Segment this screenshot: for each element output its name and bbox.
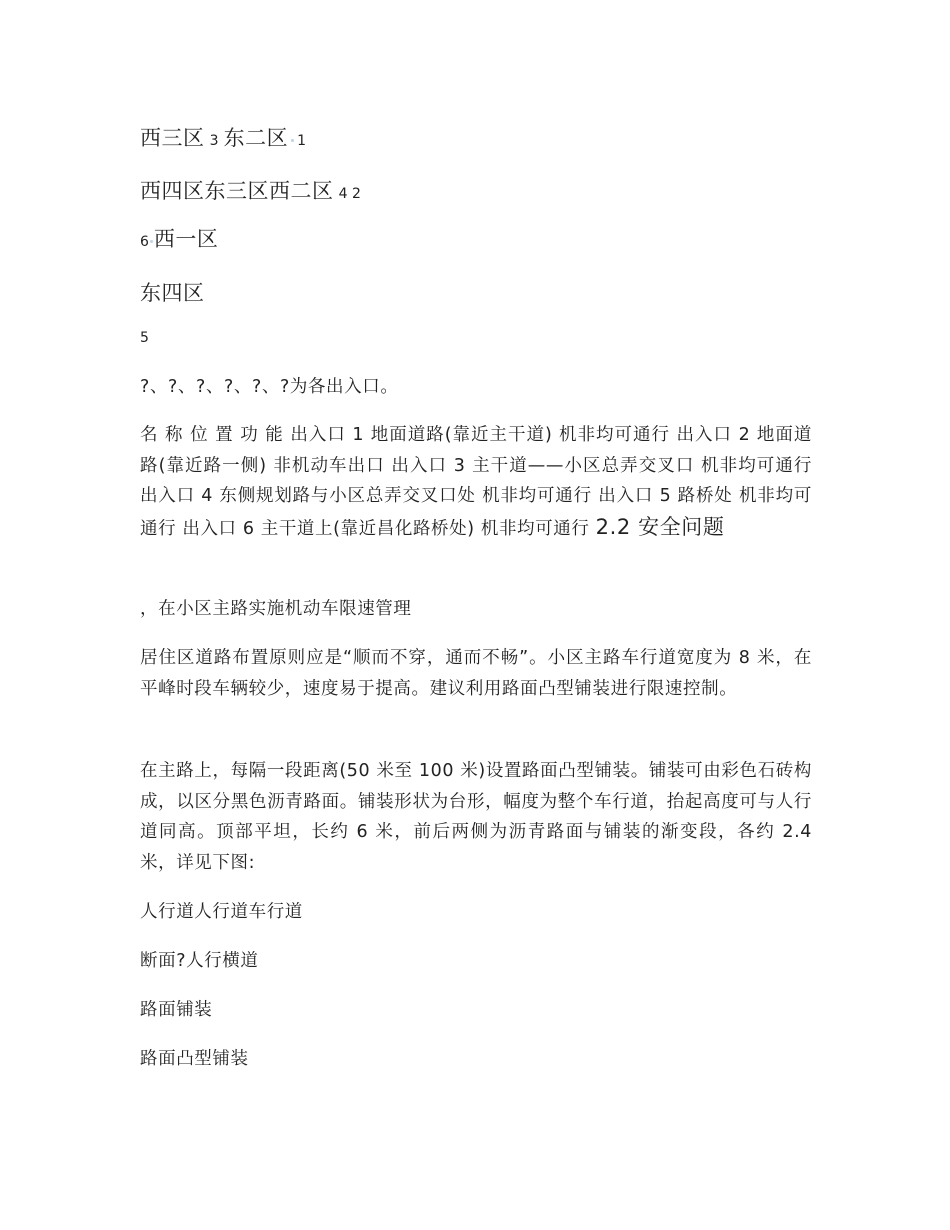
figure-label-1: 人行道人行道车行道 (140, 902, 303, 922)
entrance-number-1: 1 (297, 133, 307, 149)
entrance-number-6: 6 (140, 234, 149, 250)
map-label-row-3 (140, 223, 218, 253)
map-label-row-2 (140, 175, 361, 205)
map-label-row-5 (140, 327, 149, 346)
entrance-numbers-4-2: 4 2 (338, 186, 361, 202)
subheading: ，在小区主路实施机动车限速管理 (140, 599, 412, 619)
district-east-2: 东二区 (223, 126, 289, 150)
district-east-4: 东四区 (140, 281, 205, 305)
section-heading: 2.2 安全问题 (595, 514, 725, 539)
marker-dot (291, 139, 294, 142)
figure-label-3: 路面铺装 (140, 1000, 213, 1020)
figure-label-2: 断面?人行横道 (140, 951, 259, 971)
paragraph-1: 居住区道路布置原则应是“顺而不穿，通而不畅”。小区主路车行道宽度为 8 米，在平峰时段车辆较少，速度易于提高。建议利用路面凸型铺装进行限速控制。 (140, 648, 812, 699)
entrance-number-5: 5 (140, 330, 149, 346)
district-west-1: 西一区 (153, 227, 219, 251)
map-label-row-4 (140, 277, 205, 307)
district-west4-east3-west2: 西四区东三区西二区 (140, 179, 334, 203)
paragraph-2: 在主路上，每隔一段距离(50 米至 100 米)设置路面凸型铺装。铺装可由彩色石砖构成，以区分黑色沥青路面。铺装形状为台形，幅度为整个车行道，抬起高度可与人行道同高。顶部平坦，长约 6 米，前后两侧为沥青路面与铺装的渐变段，各约 2.4 米，详见下图: (140, 761, 812, 873)
entrance-table-text (140, 420, 812, 544)
marker-dot (150, 240, 153, 243)
entrances-note: ?、?、?、?、?、?为各出入口。 (140, 377, 399, 397)
figure-label-4: 路面凸型铺装 (140, 1049, 249, 1069)
district-west-3: 西三区 (140, 126, 205, 150)
table-body: 名 称 位 置 功 能 出入口 1 地面道路(靠近主干道) 机非均可通行 出入口 2 地面道路(靠近路一侧) 非机动车出口 出入口 3 主干道——小区总弄交叉口 机非均可通行 出入口 4 东侧规划路与小区总弄交叉口处 机非均可通行 出入口 5 路桥处 机非均可通行 出入口 6 主干道上(靠近昌化路桥处) 机非均可通行 (140, 425, 812, 539)
entrance-number-3: 3 (209, 133, 219, 149)
map-label-row-1 (140, 122, 306, 152)
